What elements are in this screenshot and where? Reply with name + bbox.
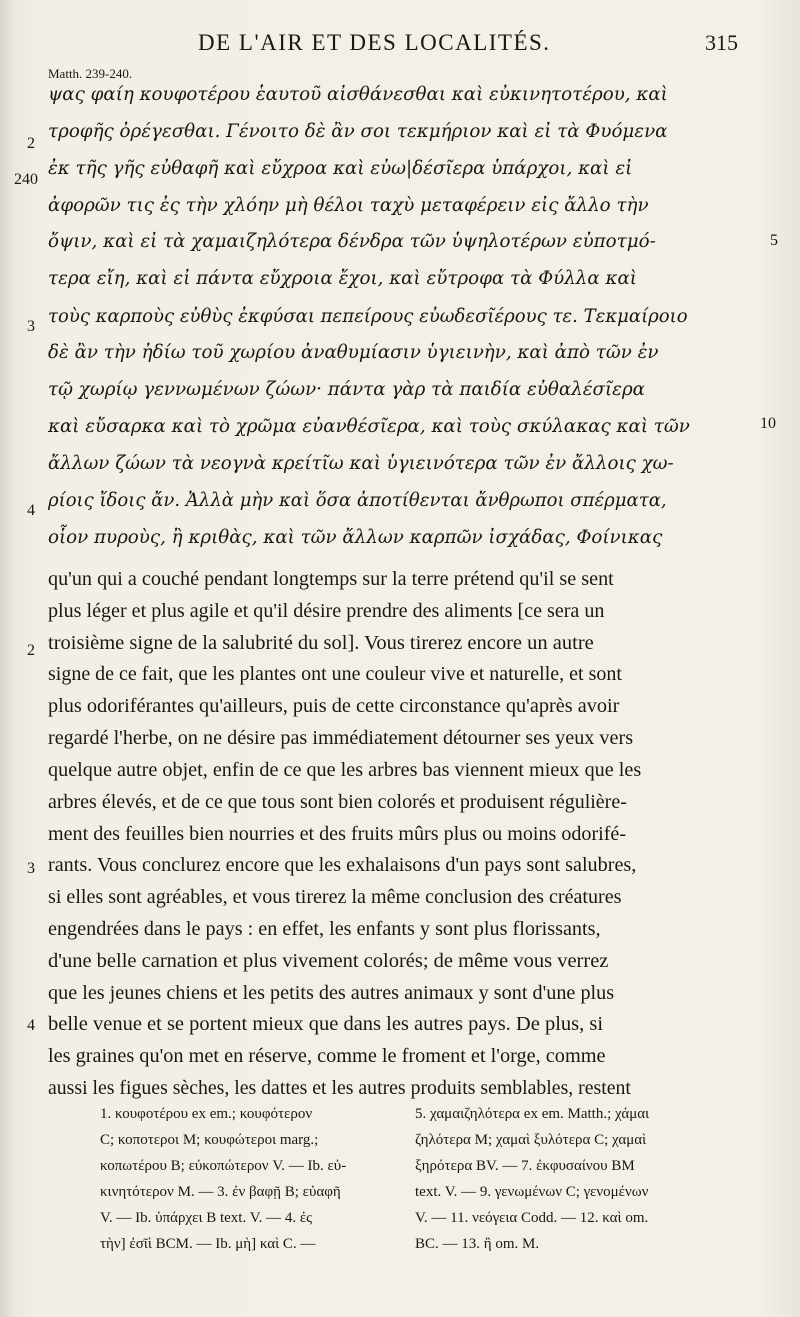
margin-number-left: 4 xyxy=(27,1017,35,1034)
note-line-right: BC. — 13. ἢ om. M. xyxy=(415,1236,540,1252)
french-line: plus léger et plus agile et qu'il désire prendre des aliments [ce sera un xyxy=(48,600,605,622)
margin-number-left: 2 xyxy=(27,135,35,152)
french-line: rants. Vous conclurez encore que les exhalaisons d'un pays sont salubres, xyxy=(48,854,637,876)
note-line-right: V. — 11. νεόγεια Codd. — 12. καὶ om. xyxy=(415,1210,649,1226)
french-line: d'une belle carnation et plus vivement colorés; de même vous verrez xyxy=(48,950,609,972)
french-line: ment des feuilles bien nourries et des fruits mûrs plus ou moins odorifé- xyxy=(48,823,627,845)
french-line: arbres élevés, et de ce que tous sont bien colorés et produisent régulière- xyxy=(48,791,627,813)
note-line-left: τὴν] ἐσῖὶ BCM. — Ib. μὴ] καὶ C. — xyxy=(100,1236,316,1252)
margin-number-left: 4 xyxy=(27,502,35,519)
greek-line: οἷον πυροὺς, ἢ κριθὰς, καὶ τῶν ἄλλων καρπῶν ἰσχάδας, Φοίνικας xyxy=(48,526,663,548)
note-line-left: 1. κουφοτέρου ex em.; κουφότερον xyxy=(100,1106,313,1122)
note-line-left: V. — Ib. ὑπάρχει B text. V. — 4. ἐς xyxy=(100,1210,313,1226)
french-line: quelque autre objet, enfin de ce que les arbres bas viennent mieux que les xyxy=(48,759,642,781)
running-title: DE L'AIR ET DES LOCALITÉS. xyxy=(198,30,551,55)
greek-line: τοὺς καρποὺς εὐθὺς ἐκφύσαι πεπείρους εὐωδεσῖέρους τε. Τεκμαίροιο xyxy=(48,305,688,327)
note-line-left: κινητότερον M. — 3. ἐν βαφῇ B; εὐαφῆ xyxy=(100,1184,341,1200)
margin-number-right: 10 xyxy=(760,415,776,432)
running-head xyxy=(0,30,800,64)
french-line: troisième signe de la salubrité du sol]. Vous tirerez encore un autre xyxy=(48,632,594,654)
greek-line: καὶ εὔσαρκα καὶ τὸ χρῶμα εὐανθέσῖερα, καὶ τοὺς σκύλακας καὶ τῶν xyxy=(48,415,690,437)
french-line: aussi les figues sèches, les dattes et les autres produits semblables, restent xyxy=(48,1077,631,1099)
greek-line: ἀφορῶν τις ἐς τὴν χλόην μὴ θέλοι ταχὺ μεταφέρειν εἰς ἄλλο τὴν xyxy=(48,194,649,216)
french-line: les graines qu'on met en réserve, comme le froment et l'orge, comme xyxy=(48,1045,606,1067)
french-line: qu'un qui a couché pendant longtemps sur la terre prétend qu'il se sent xyxy=(48,568,614,590)
margin-number-left: 3 xyxy=(27,318,35,335)
margin-number-left: 3 xyxy=(27,860,35,877)
note-line-left: C; κοποτεροι M; κουφώτεροι marg.; xyxy=(100,1132,319,1148)
french-line: engendrées dans le pays : en effet, les enfants y sont plus florissants, xyxy=(48,918,601,940)
greek-line: τῷ χωρίῳ γεννωμένων ζώων· πάντα γὰρ τὰ παιδία εὐθαλέσῖερα xyxy=(48,378,645,400)
french-line: plus odoriférantes qu'ailleurs, puis de cette circonstance qu'après avoir xyxy=(48,695,620,717)
greek-line: τερα εἴη, καὶ εἰ πάντα εὔχροια ἔχοι, καὶ εὔτροφα τὰ Φύλλα καὶ xyxy=(48,267,637,289)
note-line-right: ζηλότερα M; χαμαὶ ξυλότερα C; χαμαὶ xyxy=(415,1132,647,1148)
greek-line: ἐκ τῆς γῆς εὐθαφῆ καὶ εὔχροα καὶ εὐω|δέσῖερα ὑπάρχοι, καὶ εἰ xyxy=(48,157,633,179)
note-line-left: κοπωτέρου B; εὐκοπώτερον V. — Ib. εὐ- xyxy=(100,1158,347,1174)
margin-number-left: 2 xyxy=(27,642,35,659)
greek-line: ὄψιν, καὶ εἰ τὰ χαμαιζηλότερα δένδρα τῶν ὑψηλοτέρων εὐποτμό- xyxy=(48,230,656,252)
note-line-right: text. V. — 9. γενωμένων C; γενομένων xyxy=(415,1184,649,1200)
french-line: si elles sont agréables, et vous tirerez la même conclusion des créatures xyxy=(48,886,622,908)
french-line: regardé l'herbe, on ne désire pas immédiatement détourner ses yeux vers xyxy=(48,727,634,749)
french-line: que les jeunes chiens et les petits des autres animaux y sont d'une plus xyxy=(48,982,615,1004)
greek-line: ἄλλων ζώων τὰ νεογνὰ κρείτῖω καὶ ὑγιεινότερα τῶν ἐν ἄλλοις χω- xyxy=(48,452,674,474)
greek-line: ψας φαίη κουφοτέρου ἑαυτοῦ αἰσθάνεσθαι καὶ εὐκινητοτέρου, καὶ xyxy=(48,83,668,105)
page-number: 315 xyxy=(705,30,738,55)
margin-number-right: 5 xyxy=(770,232,778,249)
greek-line: τροφῆς ὀρέγεσθαι. Γένοιτο δὲ ἂν σοι τεκμήριον καὶ εἰ τὰ Φυόμενα xyxy=(48,120,668,142)
french-line: signe de ce fait, que les plantes ont une couleur vive et naturelle, et sont xyxy=(48,663,622,685)
greek-line: δὲ ἂν τὴν ἠδίω τοῦ χωρίου ἀναθυμίασιν ὑγιεινὴν, καὶ ἀπὸ τῶν ἐν xyxy=(48,341,659,363)
greek-line: ρίοις ἴδοις ἄν. Ἀλλὰ μὴν καὶ ὅσα ἀποτίθενται ἄνθρωποι σπέρματα, xyxy=(48,489,667,511)
margin-number-left: 240 xyxy=(14,171,38,188)
note-line-right: ξηρότερα BV. — 7. ἐκφυσαίνου BM xyxy=(415,1158,635,1174)
edition-reference: Matth. 239-240. xyxy=(48,66,133,81)
french-line: belle venue et se portent mieux que dans les autres pays. De plus, si xyxy=(48,1013,604,1035)
note-line-right: 5. χαμαιζηλότερα ex em. Matth.; χάμαι xyxy=(415,1106,650,1122)
